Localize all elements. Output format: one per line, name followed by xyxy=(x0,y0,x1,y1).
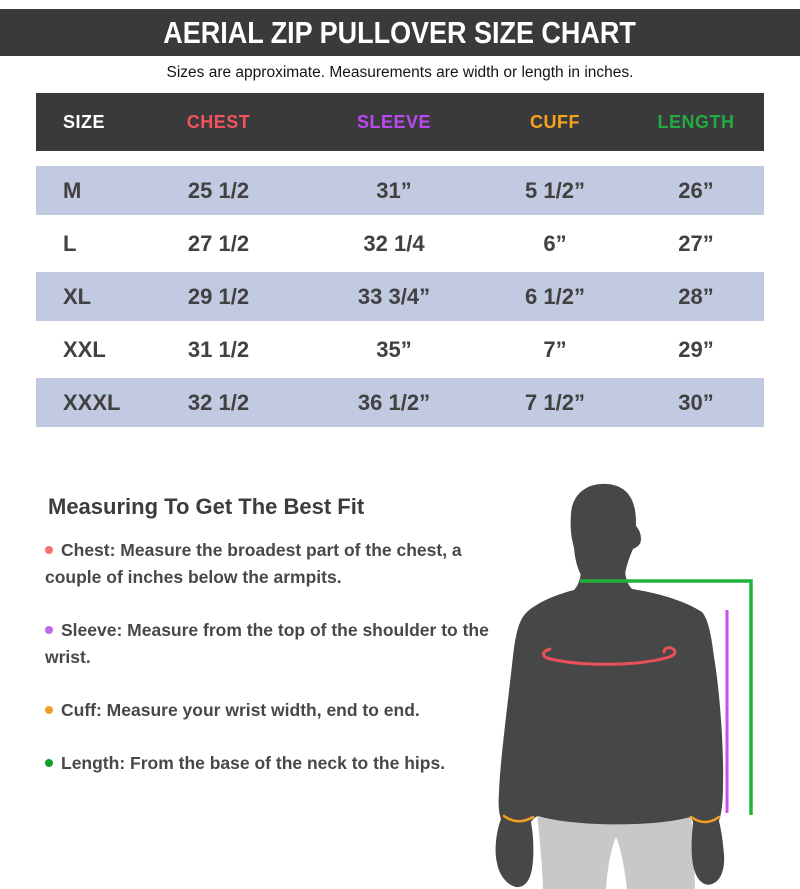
table-row-XXL xyxy=(36,323,764,376)
measuring-instructions xyxy=(45,537,493,803)
cell-sleeve: 33 3/4” xyxy=(357,283,431,309)
measuring-item-length: Length: From the base of the neck to the hips. xyxy=(45,750,493,777)
cell-chest: 29 1/2 xyxy=(187,283,250,309)
head-silhouette xyxy=(571,484,641,580)
column-header-sleeve: SLEEVE xyxy=(356,111,432,132)
table-row-L xyxy=(36,217,764,270)
column-header-length: LENGTH xyxy=(657,111,735,132)
column-header-size: SIZE xyxy=(63,111,106,132)
cell-sleeve: 36 1/2” xyxy=(357,389,431,415)
page-title: AERIAL ZIP PULLOVER SIZE CHART xyxy=(163,14,637,50)
subtitle: Sizes are approximate. Measurements are width or length in inches. xyxy=(166,64,634,81)
length-bullet-dot-icon xyxy=(45,759,53,767)
table-row-XL xyxy=(36,270,764,323)
measuring-heading: Measuring To Get The Best Fit xyxy=(48,494,365,519)
title-bar xyxy=(0,9,800,56)
measuring-item-cuff: Cuff: Measure your wrist width, end to end. xyxy=(45,697,493,724)
cell-cuff: 6” xyxy=(543,230,567,256)
column-header-chest: CHEST xyxy=(186,111,251,132)
table-header-row xyxy=(36,93,764,151)
size-chart-table xyxy=(36,93,764,429)
chest-bullet-dot-icon xyxy=(45,546,53,554)
table-body xyxy=(36,164,764,429)
cell-chest: 27 1/2 xyxy=(187,230,250,256)
cell-length: 30” xyxy=(678,389,714,415)
column-header-cuff: CUFF xyxy=(530,111,580,132)
cell-size: XL xyxy=(63,283,92,309)
cell-size: XXL xyxy=(63,336,106,362)
cell-length: 28” xyxy=(678,283,714,309)
cell-chest: 32 1/2 xyxy=(187,389,250,415)
cell-sleeve: 35” xyxy=(376,336,412,362)
cell-sleeve: 32 1/4 xyxy=(363,230,425,256)
table-row-M xyxy=(36,164,764,217)
cell-length: 29” xyxy=(678,336,714,362)
measuring-item-sleeve: Sleeve: Measure from the top of the shoulder to the wrist. xyxy=(45,620,489,667)
measuring-item-chest: Chest: Measure the broadest part of the chest, a couple of inches below the armpits. xyxy=(45,540,462,587)
table-row-XXXL xyxy=(36,376,764,429)
cell-chest: 25 1/2 xyxy=(187,177,250,203)
cell-chest: 31 1/2 xyxy=(187,336,250,362)
cell-cuff: 7” xyxy=(543,336,567,362)
cell-sleeve: 31” xyxy=(376,177,412,203)
cell-length: 27” xyxy=(678,230,714,256)
cell-cuff: 5 1/2” xyxy=(525,177,585,203)
cell-size: L xyxy=(63,230,77,256)
sleeve-bullet-dot-icon xyxy=(45,626,53,634)
cell-size: M xyxy=(63,177,82,203)
cuff-bullet-dot-icon xyxy=(45,706,53,714)
cell-cuff: 7 1/2” xyxy=(525,389,585,415)
cell-length: 26” xyxy=(678,177,714,203)
body-silhouette-figure xyxy=(480,460,800,889)
cell-cuff: 6 1/2” xyxy=(525,283,585,309)
cell-size: XXXL xyxy=(63,389,121,415)
